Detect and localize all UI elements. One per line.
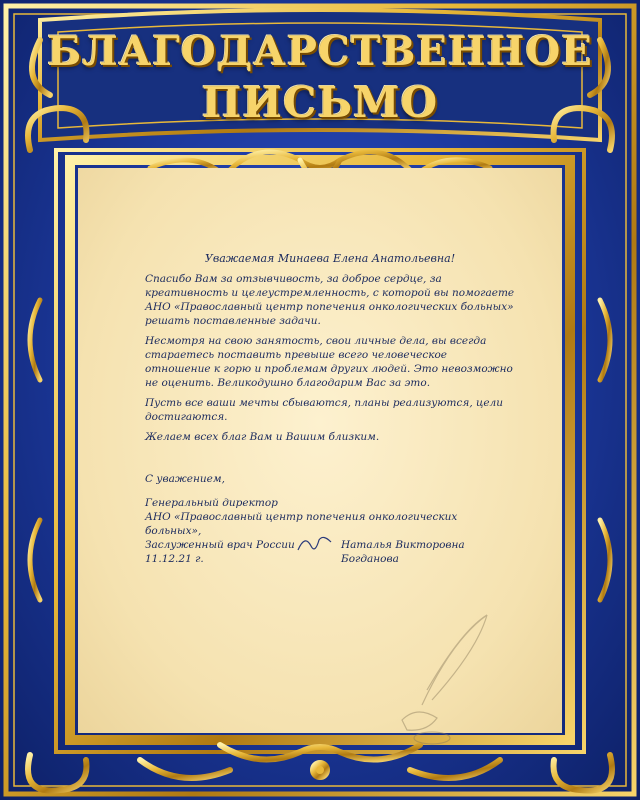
closing: С уважением, <box>145 473 225 485</box>
signer-role: Заслуженный врач России <box>145 539 295 551</box>
date: 11.12.21 г. <box>145 553 204 565</box>
paragraph-2: Несмотря на свою занятость, свои личные дела, вы всегда стараетесь поставить превыше всего человеческое отношение к горю и проблемам других людей. Это невозможно не оценить. Великодушно благодарим Вас за это. <box>145 335 513 389</box>
quill-pen-icon <box>392 610 502 750</box>
title-line-2: ПИСЬМО <box>201 78 439 127</box>
greeting: Уважаемая Минаева Елена Анатольевна! <box>204 252 456 265</box>
handwritten-signature <box>295 532 335 556</box>
title-line-1: БЛАГОДАРСТВЕННОЕ <box>47 28 593 75</box>
paragraph-3: Пусть все ваши мечты сбываются, планы реализуются, цели достигаются. <box>145 397 503 423</box>
paragraph-1: Спасибо Вам за отзывчивость, за доброе сердце, за креативность и целеустремленность, с которой вы помогаете АНО «Православный центр попечения онкологических больных» решать поставленные задачи. <box>145 273 515 327</box>
signer-name: Наталья Викторовна Богданова <box>341 539 465 565</box>
letter-body <box>145 252 515 566</box>
signature-block <box>145 472 515 566</box>
paragraph-4: Желаем всех благ Вам и Вашим близким. <box>145 431 380 443</box>
organization: АНО «Православный центр попечения онкологических больных», <box>145 511 458 537</box>
signer-title: Генеральный директор <box>145 497 278 509</box>
